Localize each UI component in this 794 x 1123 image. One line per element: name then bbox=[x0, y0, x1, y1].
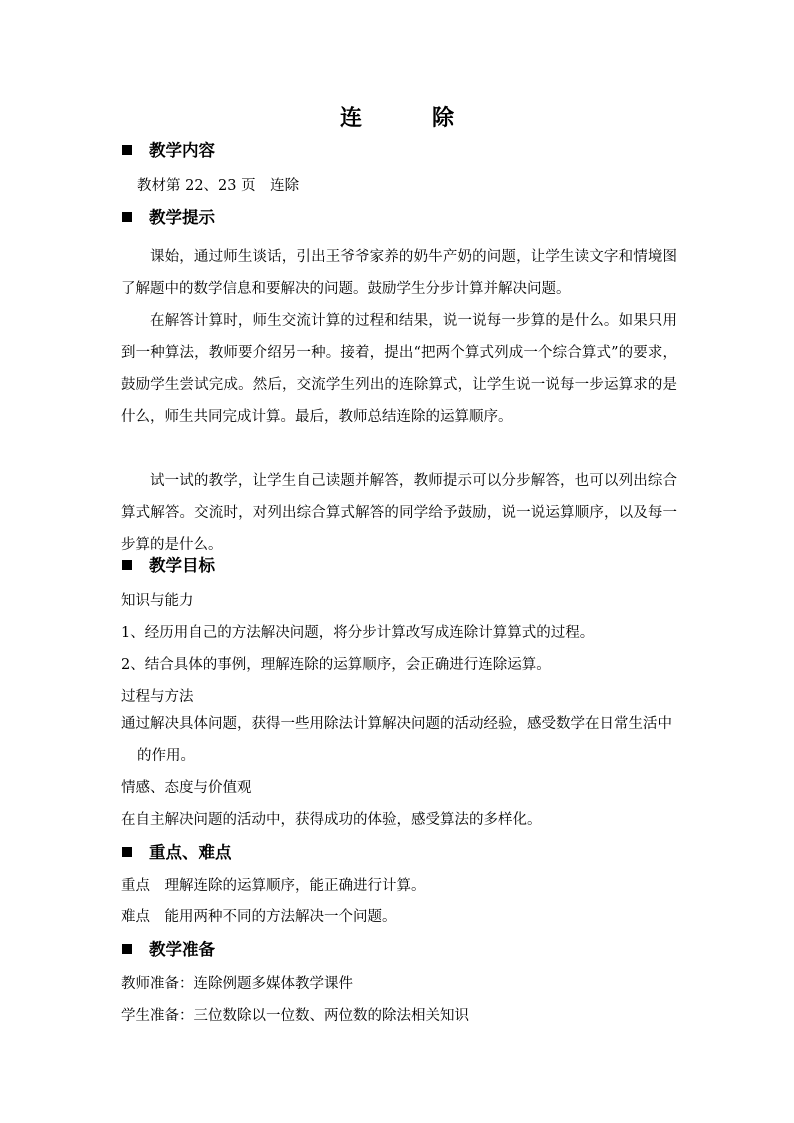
page-title: 连 除 bbox=[339, 106, 478, 131]
prep-student-text: 学生准备：三位数除以一位数、两位数的除法相关知识 bbox=[121, 1008, 469, 1024]
section-heading-key-points: 重点、难点 bbox=[122, 842, 232, 864]
section-heading-content: 教学内容 bbox=[122, 140, 215, 162]
goals-item-2: 2、结合具体的事例，理解连除的运算顺序，会正确进行连除运算。 bbox=[121, 657, 551, 673]
key-point-text: 重点 理解连除的运算顺序，能正确进行计算。 bbox=[121, 878, 426, 894]
goals-item-4: 在自主解决问题的活动中，获得成功的体验，感受算法的多样化。 bbox=[121, 812, 542, 828]
goals-item-3: 通过解决具体问题，获得一些用除法计算解决问题的活动经验，感受数学在日常生活中的作用。 bbox=[121, 716, 672, 764]
square-bullet-icon bbox=[122, 560, 132, 570]
goals-subheading-knowledge: 知识与能力 bbox=[121, 593, 194, 609]
square-bullet-icon bbox=[122, 145, 132, 155]
section-heading-prep: 教学准备 bbox=[122, 939, 215, 961]
difficult-point-text: 难点 能用两种不同的方法解决一个问题。 bbox=[121, 909, 397, 925]
square-bullet-icon bbox=[122, 847, 132, 857]
goals-subheading-process: 过程与方法 bbox=[121, 689, 194, 705]
hints-paragraph-2: 在解答计算时，师生交流计算的过程和结果，说一说每一步算的是什么。如果只用到一种算法，教师要介绍另一种。接着，提出“把两个算式列成一个综合算式”的要求，鼓励学生尝试完成。然后，交流学生列出的连除算式，让学生说一说每一步运算求的是什么，师生共同完成计算。最后，教师总结连除的运算顺序。 bbox=[121, 313, 677, 425]
section-heading-goals: 教学目标 bbox=[122, 555, 215, 577]
section-heading-hints: 教学提示 bbox=[122, 207, 215, 229]
hints-paragraph-1: 课始，通过师生谈话，引出王爷爷家养的奶牛产奶的问题，让学生读文字和情境图了解题中的数学信息和要解决的问题。鼓励学生分步计算并解决问题。 bbox=[121, 249, 677, 297]
square-bullet-icon bbox=[122, 944, 132, 954]
prep-teacher-text: 教师准备：连除例题多媒体教学课件 bbox=[121, 976, 353, 992]
goals-item-1: 1、经历用自己的方法解决问题，将分步计算改写成连除计算算式的过程。 bbox=[121, 625, 595, 641]
hints-paragraph-3: 试一试的教学，让学生自己读题并解答，教师提示可以分步解答，也可以列出综合算式解答。交流时，对列出综合算式解答的同学给予鼓励，说一说运算顺序，以及每一步算的是什么。 bbox=[121, 473, 677, 553]
square-bullet-icon bbox=[122, 212, 132, 222]
goals-subheading-emotion: 情感、态度与价值观 bbox=[121, 780, 252, 796]
content-text: 教材第 22、23 页 连除 bbox=[137, 178, 300, 194]
